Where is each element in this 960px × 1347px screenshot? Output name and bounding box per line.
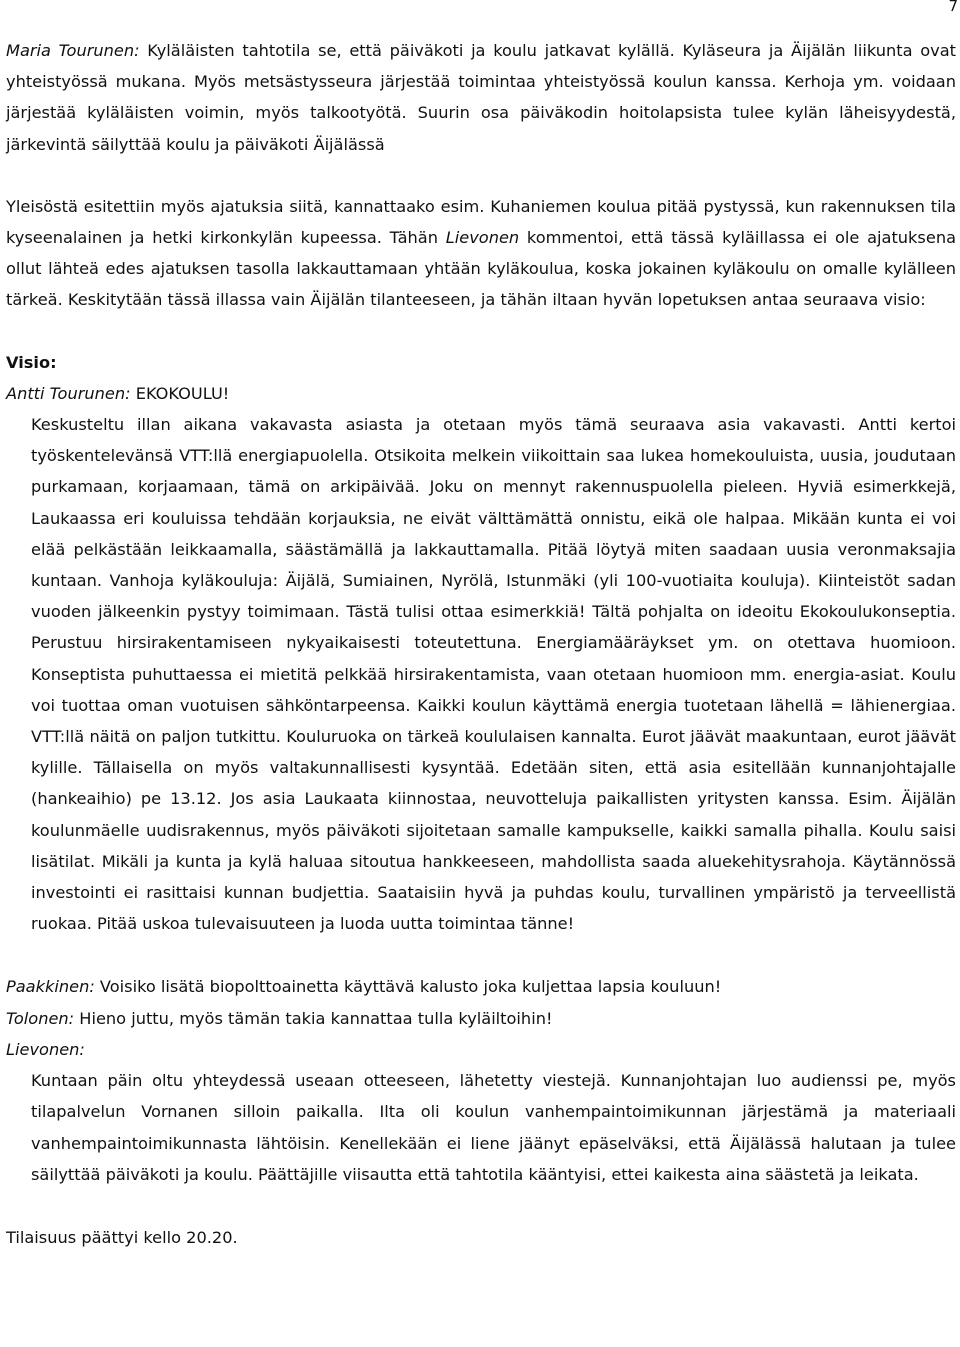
comment-paakkinen: [6, 971, 956, 1002]
speaker-name: Tolonen:: [6, 1008, 75, 1028]
lievonen-speaker-line: [6, 1034, 956, 1065]
lievonen-body: Kuntaan päin oltu yhteydessä useaan otteeseen, lähetetty viestejä. Kunnanjohtajan luo audienssi pe, myös tilapalvelun Vornanen silloin paikalla. Ilta oli koulun vanhempaintoimikunnan järjestämä ja materiaali vanhempaintoimikunnasta lähtöisin. Kenellekään ei liene jäänyt epäselväksi, että Äijälässä halutaan ja tulee säilyttää päiväkoti ja koulu. Päättäjille viisautta että tahtotila kääntyisi, ettei kaikesta aina säästetä ja leikata.: [31, 1071, 956, 1184]
comment-tolonen: [6, 1003, 956, 1034]
closing-line: Tilaisuus päättyi kello 20.20.: [6, 1227, 238, 1247]
comment-text: Voisiko lisätä biopolttoainetta käyttävä kalusto joka kuljettaa lapsia kouluun!: [94, 977, 722, 997]
intro-text: Kyläläisten tahtotila se, että päiväkoti ja koulu jatkavat kylällä. Kyläseura ja Äijälän liikunta ovat yhteistyössä mukana. Myös metsästysseura järjestää toimintaa yhteistyössä koulun kanssa. Kerhoja ym. voidaan järjestää kyläläisten voimin, myös talkootyötä. Suurin osa päiväkodin hoitolapsista tulee kylän läheisyydestä, järkevintä säilyttää koulu ja päiväkoti Äijälässä: [6, 41, 956, 154]
speaker-name: Antti Tourunen:: [6, 383, 131, 403]
document-body: [6, 35, 956, 1253]
vision-heading: Visio:: [6, 352, 57, 372]
speaker-name: Lievonen: [445, 228, 520, 248]
speaker-name: Maria Tourunen:: [6, 41, 140, 60]
vision-headline: EKOKOULU!: [130, 383, 230, 403]
audience-text-start: Yleisöstä esitettiin myös ajatuksia siitä, kannattaako esim. Kuhaniemen koulua pitää pystyssä, kun rakennuksen tila kyseenalainen ja hetki kirkonkylän kupeessa. Tähän: [6, 196, 956, 248]
comment-text: Hieno juttu, myös tämän takia kannattaa tulla kyläiltoihin!: [74, 1008, 553, 1028]
speaker-name: Paakkinen:: [6, 977, 95, 997]
speaker-name: Lievonen:: [6, 1039, 85, 1059]
page-number: 7: [948, 0, 958, 15]
intro-paragraph: [6, 35, 956, 160]
audience-text-end: kommentoi, että tässä kyläillassa ei ole ajatuksena ollut lähteä edes ajatuksen tasolla lakkauttamaan yhtään kyläkoulua, koska jokainen kyläkoulu on omalle kylälleen tärkeä. Keskitytään tässä illassa vain Äijälän tilanteeseen, ja tähän iltaan hyvän lopetuksen antaa seuraava visio:: [6, 228, 956, 310]
vision-body: Keskusteltu illan aikana vakavasta asiasta ja otetaan myös tämä seuraava asia vakavasti. Antti kertoi työskentelevänsä VTT:llä energiapuolella. Otsikoita melkein viikoittain saa lukea homekouluista, uusia, joudutaan purkamaan, korjaamaan, tämä on arkipäivää. Joku on mennyt rakennuspuolella pieleen. Hyviä esimerkkejä, Laukaassa eri kouluissa tehdään korjauksia, ne eivät välttämättä onnistu, eikä ole halpaa. Mikään kunta ei voi elää pelkästään leikkaamalla, säästämällä ja lakkauttamalla. Pitää löytyä miten saadaan uusia veronmaksajia kuntaan. Vanhoja kyläkouluja: Äijälä, Sumiainen, Nyrölä, Istunmäki (yli 100-vuotiaita kouluja). Kiinteistöt sadan vuoden jälkeenkin pystyy toimimaan. Tästä tulisi ottaa esimerkkiä! Tältä pohjalta on ideoitu Ekokoulukonseptia. Perustuu hirsirakentamiseen nykyaikaisesti toteutettuna. Energiamääräykset ym. on otettava huomioon. Konseptista puhuttaessa ei mietitä pelkkää hirsirakentamista, vaan otetaan huomioon mm. energia-asiat. Koulu voi tuottaa oman vuotuisen sähköntarpeensa. Kaikki koulun käyttämä energia tuotetaan lähellä = lähienergiaa. VTT:llä näitä on paljon tutkittu. Kouluruoka on tärkeä koululaisen kannalta. Eurot jäävät maakuntaan, eurot jäävät kylille. Tällaisella on myös valtakunnallisesti kysyntää. Edetään siten, että asia esitellään kunnanjohtajalle (hankeaihio) pe 13.12. Jos asia Laukaata kiinnostaa, neuvotteluja paikallisten yritysten kanssa. Esim. Äijälän koulunmäelle uudisrakennus, myös päiväkoti sijoitetaan samalle kampukselle, kaikki samalla pihalla. Koulu saisi lisätilat. Mikäli ja kunta ja kylä haluaa sitoutua hankkeeseen, mahdollista saada aluekehitysrahoja. Käytännössä investointi ei rasittaisi kunnan budjettia. Saataisiin hyvä ja puhdas koulu, turvallinen ympäristö ja terveellistä ruokaa. Pitää uskoa tulevaisuuteen ja luoda uutta toimintaa tänne!: [31, 415, 956, 934]
audience-paragraph: [6, 191, 956, 316]
vision-speaker-line: [6, 378, 956, 409]
